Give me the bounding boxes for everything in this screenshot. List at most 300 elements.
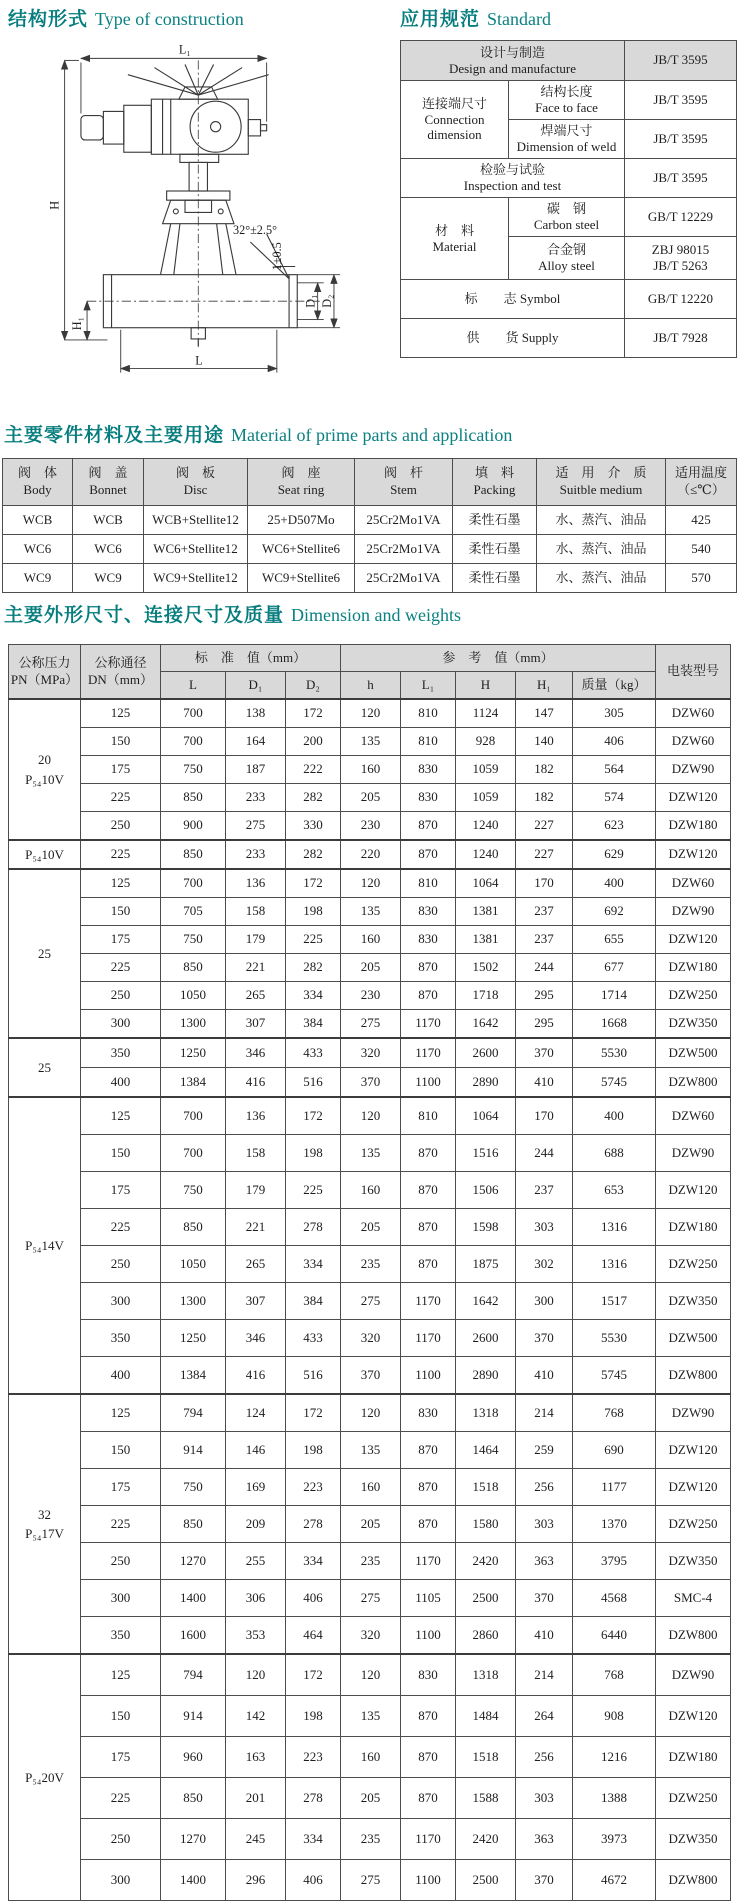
- actuator-model-cell: DZW800: [656, 1357, 731, 1395]
- dimension-cell: 214: [516, 1394, 573, 1432]
- dimension-cell: 1300: [161, 1010, 226, 1039]
- dimension-cell: 2500: [456, 1580, 516, 1617]
- actuator-model-cell: SMC-4: [656, 1580, 731, 1617]
- dimension-row: [9, 869, 731, 898]
- dimension-cell: 275: [341, 1010, 401, 1039]
- col-H1: H₁: [516, 672, 573, 700]
- dimension-row: [9, 1068, 731, 1098]
- dimension-cell: 334: [286, 1246, 341, 1283]
- dimension-cell: 225: [81, 1209, 161, 1246]
- dimension-cell: 124: [226, 1394, 286, 1432]
- dimension-cell: 410: [516, 1068, 573, 1098]
- dimension-cell: 1170: [401, 1819, 456, 1860]
- dimension-cell: 1668: [573, 1010, 656, 1039]
- dimension-cell: 750: [161, 756, 226, 784]
- dimension-cell: 810: [401, 699, 456, 728]
- dimension-cell: 700: [161, 1097, 226, 1135]
- construction-section-title: [8, 4, 244, 36]
- dimension-cell: 1600: [161, 1617, 226, 1655]
- dimension-row: [9, 1209, 731, 1246]
- dimension-cell: 370: [341, 1357, 401, 1395]
- dimension-cell: 1518: [456, 1737, 516, 1778]
- col-packing: 填 料 Packing: [453, 459, 537, 506]
- dimension-cell: 810: [401, 1097, 456, 1135]
- dimension-cell: 794: [161, 1654, 226, 1696]
- actuator-model-cell: DZW120: [656, 1469, 731, 1506]
- construction-title-en: Type of construction: [95, 9, 244, 29]
- dimension-cell: 334: [286, 1543, 341, 1580]
- dimension-cell: 516: [286, 1357, 341, 1395]
- col-actuator-model: 电装型号: [656, 645, 731, 700]
- materials-header-row: [3, 459, 737, 506]
- actuator-model-cell: DZW250: [656, 1506, 731, 1543]
- col-stem: 阀 杆 Stem: [355, 459, 453, 506]
- table-cell: 570: [666, 564, 737, 593]
- dimension-cell: 688: [573, 1135, 656, 1172]
- dimension-row: [9, 954, 731, 982]
- dimension-cell: 1270: [161, 1819, 226, 1860]
- dimension-row: [9, 1246, 731, 1283]
- dimension-cell: 1516: [456, 1135, 516, 1172]
- dimension-cell: 205: [341, 1209, 401, 1246]
- dimension-cell: 1318: [456, 1394, 516, 1432]
- dimension-cell: 237: [516, 1172, 573, 1209]
- dimension-cell: 225: [286, 926, 341, 954]
- table-cell: WCB+Stellite12: [144, 506, 248, 535]
- dimension-cell: 140: [516, 728, 573, 756]
- dimension-cell: 700: [161, 1135, 226, 1172]
- dimension-cell: 574: [573, 784, 656, 812]
- dimension-cell: 235: [341, 1543, 401, 1580]
- dimension-cell: 125: [81, 1394, 161, 1432]
- materials-table: [2, 458, 737, 593]
- table-row: [401, 41, 737, 81]
- table-cell: WC9: [73, 564, 144, 593]
- dim-label-d1: D₁: [303, 294, 318, 308]
- dimension-cell: 416: [226, 1357, 286, 1395]
- dimension-cell: 810: [401, 869, 456, 898]
- dimension-cell: 225: [81, 954, 161, 982]
- dimension-cell: 225: [81, 784, 161, 812]
- dimension-cell: 164: [226, 728, 286, 756]
- dimension-cell: 1100: [401, 1617, 456, 1655]
- dimension-cell: 200: [286, 728, 341, 756]
- dimension-cell: 205: [341, 784, 401, 812]
- dimension-cell: 830: [401, 1654, 456, 1696]
- actuator-model-cell: DZW180: [656, 954, 731, 982]
- dimension-cell: 198: [286, 898, 341, 926]
- dimension-cell: 307: [226, 1010, 286, 1039]
- dimension-cell: 5745: [573, 1357, 656, 1395]
- dimension-cell: 265: [226, 1246, 286, 1283]
- dimension-cell: 221: [226, 954, 286, 982]
- dimension-cell: 750: [161, 926, 226, 954]
- actuator-model-cell: DZW90: [656, 1135, 731, 1172]
- dimension-cell: 1875: [456, 1246, 516, 1283]
- dimension-cell: 750: [161, 1172, 226, 1209]
- dimension-cell: 179: [226, 926, 286, 954]
- actuator-model-cell: DZW120: [656, 926, 731, 954]
- dimension-cell: 187: [226, 756, 286, 784]
- dimension-row: [9, 784, 731, 812]
- dimension-cell: 305: [573, 699, 656, 728]
- standard-sublabel: 结构长度 Face to face: [509, 81, 625, 120]
- dimension-cell: 1059: [456, 784, 516, 812]
- dimension-cell: 223: [286, 1737, 341, 1778]
- dimension-cell: 870: [401, 1172, 456, 1209]
- table-cell: 水、蒸汽、油品: [537, 506, 666, 535]
- dimension-cell: 278: [286, 1506, 341, 1543]
- dimension-cell: 275: [341, 1580, 401, 1617]
- dimension-row: [9, 699, 731, 728]
- dimension-cell: 1642: [456, 1010, 516, 1039]
- dimension-cell: 5745: [573, 1068, 656, 1098]
- dimension-cell: 146: [226, 1432, 286, 1469]
- dimension-cell: 400: [81, 1357, 161, 1395]
- pn-class-cell: 25: [9, 869, 81, 1038]
- dim-label-d2: D₂: [319, 294, 334, 308]
- standard-value: ZBJ 98015 JB/T 5263: [625, 237, 737, 280]
- dimension-cell: 1170: [401, 1543, 456, 1580]
- dimension-cell: 655: [573, 926, 656, 954]
- dimension-cell: 1714: [573, 982, 656, 1010]
- dimension-cell: 160: [341, 1737, 401, 1778]
- dimension-cell: 516: [286, 1068, 341, 1098]
- dimension-cell: 370: [516, 1860, 573, 1901]
- dimension-cell: 120: [341, 1654, 401, 1696]
- dimension-cell: 158: [226, 1135, 286, 1172]
- dimension-cell: 406: [573, 728, 656, 756]
- dimension-cell: 5530: [573, 1038, 656, 1068]
- dimension-cell: 810: [401, 728, 456, 756]
- dimension-cell: 120: [226, 1654, 286, 1696]
- dimension-cell: 1316: [573, 1209, 656, 1246]
- table-cell: 425: [666, 506, 737, 535]
- standard-value: JB/T 7928: [625, 319, 737, 358]
- dimension-cell: 135: [341, 898, 401, 926]
- standard-label: 材 料 Material: [401, 198, 509, 280]
- dimension-cell: 235: [341, 1819, 401, 1860]
- dimension-cell: 1642: [456, 1283, 516, 1320]
- group-standard-values: 标 准 值（mm）: [161, 645, 341, 672]
- dimension-row: [9, 1394, 731, 1432]
- dimension-cell: 768: [573, 1394, 656, 1432]
- dimension-cell: 433: [286, 1320, 341, 1357]
- table-cell: WCB: [3, 506, 73, 535]
- table-row: [401, 81, 737, 120]
- dimension-cell: 350: [81, 1320, 161, 1357]
- dimension-cell: 135: [341, 1135, 401, 1172]
- dimension-cell: 172: [286, 699, 341, 728]
- table-row: [3, 506, 737, 535]
- dimension-cell: 120: [341, 1097, 401, 1135]
- dim-label-h: H: [47, 200, 62, 210]
- dimension-cell: 870: [401, 1696, 456, 1737]
- dimension-cell: 4568: [573, 1580, 656, 1617]
- dimension-cell: 235: [341, 1246, 401, 1283]
- dimension-row: [9, 1617, 731, 1655]
- dimension-row: [9, 1469, 731, 1506]
- table-cell: 柔性石墨: [453, 564, 537, 593]
- dimension-cell: 334: [286, 982, 341, 1010]
- actuator-model-cell: DZW90: [656, 1394, 731, 1432]
- dimension-cell: 1370: [573, 1506, 656, 1543]
- standard-label: 标 志 Symbol: [401, 280, 625, 319]
- dimension-cell: 690: [573, 1432, 656, 1469]
- dimension-cell: 250: [81, 812, 161, 841]
- dimension-cell: 264: [516, 1696, 573, 1737]
- standard-label: 检验与试验 Inspection and test: [401, 159, 625, 198]
- dimension-cell: 282: [286, 784, 341, 812]
- dimension-cell: 1050: [161, 1246, 226, 1283]
- dimension-cell: 182: [516, 784, 573, 812]
- actuator-model-cell: DZW250: [656, 1778, 731, 1819]
- standard-value: JB/T 3595: [625, 159, 737, 198]
- dimension-cell: 410: [516, 1357, 573, 1395]
- dimension-cell: 350: [81, 1038, 161, 1068]
- standard-value: GB/T 12229: [625, 198, 737, 237]
- dimension-cell: 142: [226, 1696, 286, 1737]
- dimension-cell: 870: [401, 812, 456, 841]
- standard-sublabel: 合金钢 Alloy steel: [509, 237, 625, 280]
- actuator-model-cell: DZW350: [656, 1543, 731, 1580]
- dimension-cell: 1059: [456, 756, 516, 784]
- dimension-cell: 870: [401, 1246, 456, 1283]
- dimension-cell: 2890: [456, 1357, 516, 1395]
- dimension-cell: 850: [161, 840, 226, 869]
- dimension-row: [9, 1097, 731, 1135]
- valve-drawing: [12, 40, 357, 392]
- dimension-row: [9, 1038, 731, 1068]
- dimension-cell: 2420: [456, 1819, 516, 1860]
- dimension-cell: 172: [286, 1654, 341, 1696]
- dimension-cell: 160: [341, 1172, 401, 1209]
- dimension-cell: 1517: [573, 1283, 656, 1320]
- dimension-row: [9, 1172, 731, 1209]
- dimension-row: [9, 728, 731, 756]
- dimension-cell: 3973: [573, 1819, 656, 1860]
- dimension-cell: 205: [341, 1506, 401, 1543]
- col-body: 阀 体 Body: [3, 459, 73, 506]
- table-cell: WC6+Stellite6: [248, 535, 355, 564]
- dimension-cell: 1484: [456, 1696, 516, 1737]
- dimension-cell: 275: [341, 1860, 401, 1901]
- dimension-cell: 1216: [573, 1737, 656, 1778]
- dimension-cell: 125: [81, 869, 161, 898]
- dimension-cell: 125: [81, 1097, 161, 1135]
- dimension-cell: 700: [161, 869, 226, 898]
- dimension-cell: 2600: [456, 1320, 516, 1357]
- actuator-model-cell: DZW60: [656, 869, 731, 898]
- dimension-cell: 1400: [161, 1860, 226, 1901]
- dimension-cell: 136: [226, 869, 286, 898]
- dimension-row: [9, 1696, 731, 1737]
- dimension-row: [9, 1506, 731, 1543]
- dimension-cell: 2860: [456, 1617, 516, 1655]
- dimension-cell: 295: [516, 982, 573, 1010]
- dimension-cell: 870: [401, 1469, 456, 1506]
- actuator-model-cell: DZW500: [656, 1038, 731, 1068]
- dimension-cell: 1240: [456, 812, 516, 841]
- col-L: L: [161, 672, 226, 700]
- dimension-cell: 1318: [456, 1654, 516, 1696]
- dimension-cell: 320: [341, 1617, 401, 1655]
- dimension-cell: 282: [286, 954, 341, 982]
- dimension-cell: 320: [341, 1320, 401, 1357]
- dimension-cell: 225: [81, 1506, 161, 1543]
- col-weight: 质量（kg）: [573, 672, 656, 700]
- dimension-cell: 120: [341, 869, 401, 898]
- table-cell: 25Cr2Mo1VA: [355, 564, 453, 593]
- dimension-cell: 464: [286, 1617, 341, 1655]
- dimension-row: [9, 1135, 731, 1172]
- dimensions-title-en: Dimension and weights: [291, 605, 461, 625]
- dimension-row: [9, 1320, 731, 1357]
- dimension-cell: 1240: [456, 840, 516, 869]
- dimension-cell: 830: [401, 898, 456, 926]
- standard-title-zh: 应用规范: [400, 9, 481, 30]
- table-cell: 水、蒸汽、油品: [537, 564, 666, 593]
- table-row: [3, 564, 737, 593]
- dimension-row: [9, 898, 731, 926]
- col-seat-ring: 阀 座 Seat ring: [248, 459, 355, 506]
- dimension-cell: 1105: [401, 1580, 456, 1617]
- dimension-cell: 303: [516, 1506, 573, 1543]
- dimension-cell: 908: [573, 1696, 656, 1737]
- dimension-cell: 172: [286, 1097, 341, 1135]
- dimension-cell: 2500: [456, 1860, 516, 1901]
- construction-title-zh: 结构形式: [8, 9, 89, 30]
- dimension-cell: 256: [516, 1469, 573, 1506]
- dimension-cell: 330: [286, 812, 341, 841]
- dimension-cell: 346: [226, 1320, 286, 1357]
- dimension-cell: 175: [81, 756, 161, 784]
- pn-class-cell: P₅₄14V: [9, 1097, 81, 1394]
- materials-title-zh: 主要零件材料及主要用途: [4, 425, 225, 446]
- standard-label: 设计与制造 Design and manufacture: [401, 41, 625, 81]
- dimension-cell: 125: [81, 699, 161, 728]
- table-cell: 540: [666, 535, 737, 564]
- dimension-cell: 830: [401, 784, 456, 812]
- dimension-cell: 1270: [161, 1543, 226, 1580]
- dimension-row: [9, 840, 731, 869]
- dimension-cell: 250: [81, 1819, 161, 1860]
- dimension-cell: 5530: [573, 1320, 656, 1357]
- dimension-cell: 410: [516, 1617, 573, 1655]
- dimension-cell: 3795: [573, 1543, 656, 1580]
- dimension-cell: 250: [81, 1543, 161, 1580]
- dimension-cell: 150: [81, 1432, 161, 1469]
- dimension-cell: 233: [226, 784, 286, 812]
- table-row: [401, 198, 737, 237]
- dimension-cell: 1100: [401, 1068, 456, 1098]
- dimension-cell: 353: [226, 1617, 286, 1655]
- dimension-cell: 175: [81, 1469, 161, 1506]
- dimension-cell: 160: [341, 926, 401, 954]
- bevel-angle-label: 32°±2.5°: [232, 222, 277, 237]
- dimension-cell: 175: [81, 1737, 161, 1778]
- dimension-cell: 227: [516, 840, 573, 869]
- dimension-cell: 700: [161, 699, 226, 728]
- table-cell: 柔性石墨: [453, 535, 537, 564]
- dimension-cell: 259: [516, 1432, 573, 1469]
- dimension-cell: 830: [401, 926, 456, 954]
- dimension-cell: 370: [516, 1038, 573, 1068]
- dimension-cell: 136: [226, 1097, 286, 1135]
- dimension-cell: 629: [573, 840, 656, 869]
- dimension-cell: 870: [401, 1778, 456, 1819]
- pn-class-cell: 32 P₅₄17V: [9, 1394, 81, 1654]
- dimension-cell: 222: [286, 756, 341, 784]
- dimension-cell: 400: [573, 869, 656, 898]
- dimension-cell: 160: [341, 756, 401, 784]
- dimension-cell: 150: [81, 728, 161, 756]
- dimension-cell: 1064: [456, 1097, 516, 1135]
- actuator-model-cell: DZW90: [656, 898, 731, 926]
- dimension-cell: 245: [226, 1819, 286, 1860]
- table-row: [401, 319, 737, 358]
- dimension-cell: 175: [81, 1172, 161, 1209]
- dimension-cell: 179: [226, 1172, 286, 1209]
- dimension-cell: 900: [161, 812, 226, 841]
- dimensions-table: [8, 644, 731, 1901]
- dimension-cell: 6440: [573, 1617, 656, 1655]
- dimension-cell: 237: [516, 898, 573, 926]
- dim-label-l1: L₁: [178, 42, 191, 57]
- dimension-row: [9, 1543, 731, 1580]
- col-D1: D₁: [226, 672, 286, 700]
- actuator-model-cell: DZW180: [656, 1737, 731, 1778]
- dimension-cell: 406: [286, 1860, 341, 1901]
- dimension-row: [9, 1580, 731, 1617]
- dimension-cell: 201: [226, 1778, 286, 1819]
- col-pn: 公称压力 PN（MPa）: [9, 645, 81, 700]
- dimension-cell: 870: [401, 1506, 456, 1543]
- root-face-label: 1±0.5: [269, 242, 284, 271]
- dimension-row: [9, 1778, 731, 1819]
- col-L1: L₁: [401, 672, 456, 700]
- dimension-cell: 870: [401, 1135, 456, 1172]
- dimension-row: [9, 982, 731, 1010]
- actuator-model-cell: DZW120: [656, 1172, 731, 1209]
- dimension-cell: 1381: [456, 926, 516, 954]
- standard-section-title: [400, 4, 551, 36]
- dimension-cell: 653: [573, 1172, 656, 1209]
- dimension-row: [9, 756, 731, 784]
- dimension-cell: 230: [341, 812, 401, 841]
- dimensions-section-title: [4, 600, 461, 632]
- dimension-cell: 1124: [456, 699, 516, 728]
- dimension-cell: 120: [341, 699, 401, 728]
- pn-class-cell: P₅₄20V: [9, 1654, 81, 1901]
- dimension-cell: 306: [226, 1580, 286, 1617]
- dimension-row: [9, 1283, 731, 1320]
- dimension-cell: 150: [81, 1135, 161, 1172]
- dimension-cell: 406: [286, 1580, 341, 1617]
- actuator-model-cell: DZW120: [656, 1432, 731, 1469]
- dimension-cell: 237: [516, 926, 573, 954]
- dimension-cell: 205: [341, 954, 401, 982]
- dimension-cell: 205: [341, 1778, 401, 1819]
- standard-value: JB/T 3595: [625, 120, 737, 159]
- dimension-cell: 198: [286, 1135, 341, 1172]
- dimension-cell: 384: [286, 1283, 341, 1320]
- dimension-cell: 150: [81, 898, 161, 926]
- dimension-cell: 870: [401, 1209, 456, 1246]
- actuator-model-cell: DZW350: [656, 1010, 731, 1039]
- dimension-cell: 705: [161, 898, 226, 926]
- dimension-cell: 1300: [161, 1283, 226, 1320]
